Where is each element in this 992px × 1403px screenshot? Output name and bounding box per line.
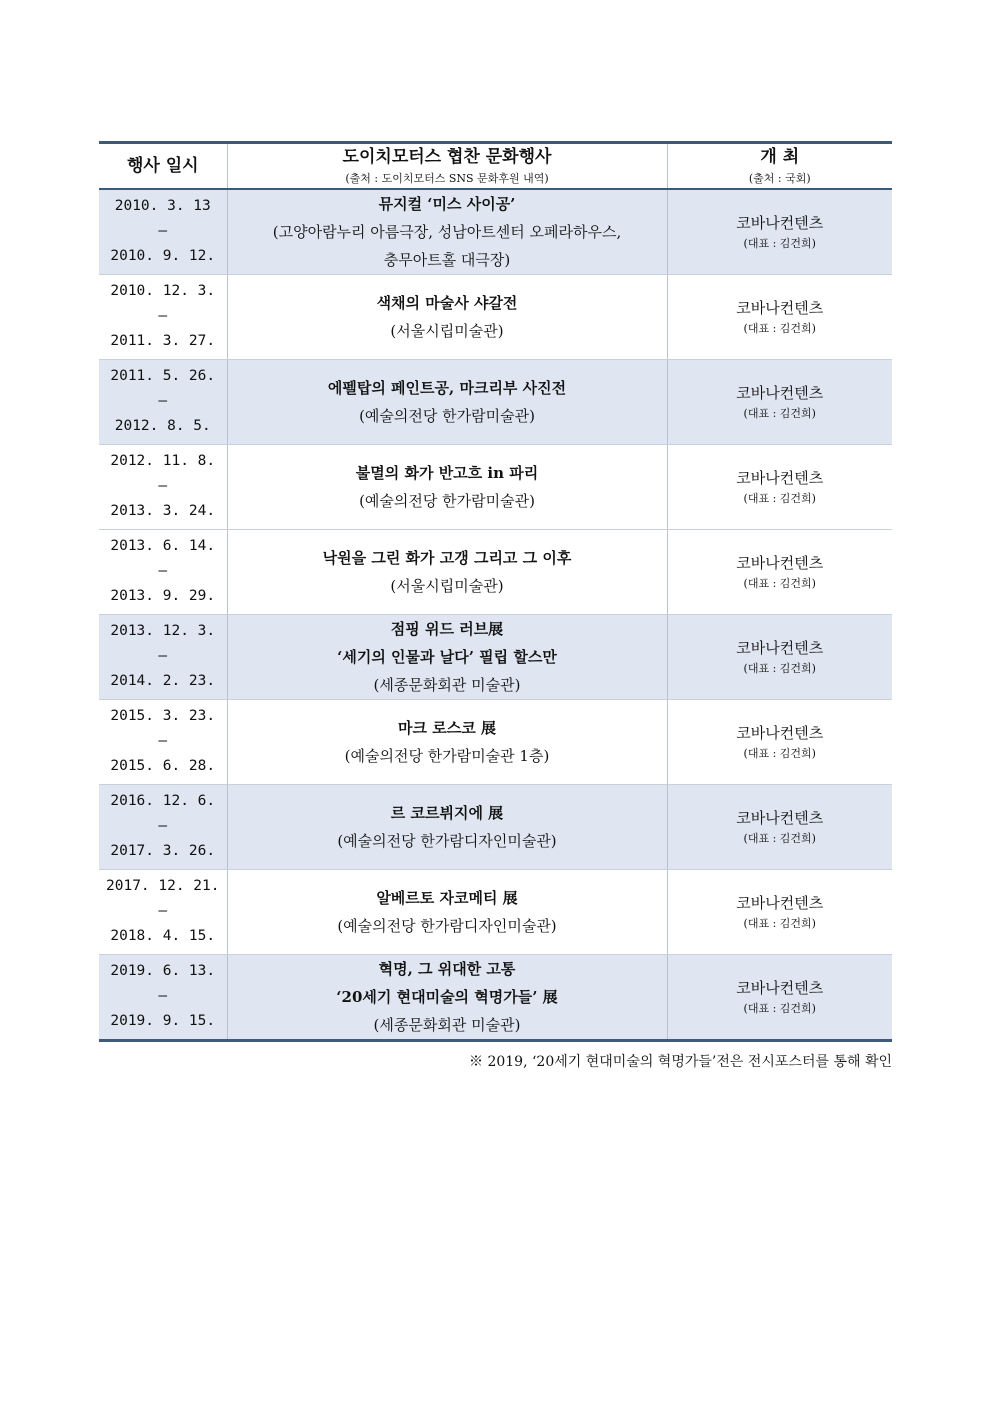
host-name: 코바나컨텐츠 [736, 978, 824, 997]
date-start: 2011. 5. 26. [110, 368, 216, 384]
event-title: 에펠탑의 페인트공, 마크리부 사진전 [327, 378, 567, 397]
event-title: 점핑 위드 러브展 [390, 619, 504, 638]
date-separator: – [158, 393, 168, 409]
host-name: 코바나컨텐츠 [736, 723, 824, 742]
date-end: 2014. 2. 23. [110, 673, 216, 689]
date-cell [99, 529, 227, 614]
event-title: 르 코르뷔지에 展 [390, 803, 504, 822]
date-end: 2011. 3. 27. [110, 333, 216, 349]
date-start: 2013. 6. 14. [110, 538, 216, 554]
date-cell [99, 444, 227, 529]
event-title: 불멸의 화가 반고흐 in 파리 [355, 463, 539, 482]
event-venue: (고양아람누리 아름극장, 성남아트센터 오페라하우스, [272, 222, 622, 241]
footnote: ※ 2019, ‘20세기 현대미술의 혁명가들’전은 전시포스터를 통해 확인 [469, 1054, 892, 1070]
table-header-row [99, 143, 892, 189]
host-name: 코바나컨텐츠 [736, 553, 824, 572]
date-start: 2012. 11. 8. [110, 453, 216, 469]
event-title: 낙원을 그린 화가 고갱 그리고 그 이후 [322, 548, 572, 567]
event-cell [227, 359, 667, 444]
host-representative: (대표 : 김건희) [743, 746, 816, 760]
event-title: ‘20세기 현대미술의 혁명가들’ 展 [336, 987, 558, 1006]
host-representative: (대표 : 김건희) [743, 321, 816, 335]
event-venue: (서울시립미술관) [390, 576, 504, 595]
event-venue: (서울시립미술관) [390, 321, 504, 340]
host-representative: (대표 : 김건희) [743, 491, 816, 505]
table-row [99, 189, 892, 275]
date-cell [99, 954, 227, 1040]
date-start: 2015. 3. 23. [110, 708, 216, 724]
host-name: 코바나컨텐츠 [736, 383, 824, 402]
event-cell [227, 444, 667, 529]
header-event [227, 143, 667, 189]
header-event-source: (출처 : 도이치모터스 SNS 문화후원 내역) [345, 171, 549, 185]
date-start: 2016. 12. 6. [110, 793, 216, 809]
date-end: 2013. 9. 29. [110, 588, 216, 604]
host-cell [667, 189, 892, 275]
date-separator: – [158, 818, 168, 834]
event-title: 색채의 마술사 샤갈전 [376, 293, 518, 312]
event-venue: (예술의전당 한가람미술관) [359, 406, 535, 425]
host-name: 코바나컨텐츠 [736, 808, 824, 827]
host-representative: (대표 : 김건희) [743, 916, 816, 930]
host-name: 코바나컨텐츠 [736, 893, 824, 912]
date-end: 2010. 9. 12. [110, 248, 216, 264]
date-separator: – [158, 563, 168, 579]
date-end: 2018. 4. 15. [110, 928, 216, 944]
event-cell [227, 869, 667, 954]
host-name: 코바나컨텐츠 [736, 468, 824, 487]
event-cell [227, 784, 667, 869]
date-start: 2010. 12. 3. [110, 283, 216, 299]
date-end: 2019. 9. 15. [110, 1013, 216, 1029]
table-row [99, 614, 892, 699]
date-cell [99, 614, 227, 699]
table-row [99, 444, 892, 529]
date-cell [99, 784, 227, 869]
event-cell [227, 189, 667, 275]
header-date-label: 행사 일시 [126, 155, 199, 176]
host-cell [667, 359, 892, 444]
events-table [99, 141, 892, 1042]
event-venue: (세종문화회관 미술관) [373, 1015, 521, 1034]
date-cell [99, 359, 227, 444]
host-cell [667, 444, 892, 529]
date-separator: – [158, 988, 168, 1004]
date-separator: – [158, 733, 168, 749]
host-name: 코바나컨텐츠 [736, 213, 824, 232]
host-representative: (대표 : 김건희) [743, 406, 816, 420]
header-event-label: 도이치모터스 협찬 문화행사 [342, 146, 552, 167]
event-title: ‘세기의 인물과 날다’ 필립 할스만 [337, 647, 557, 666]
host-representative: (대표 : 김건희) [743, 1001, 816, 1015]
date-separator: – [158, 308, 168, 324]
host-name: 코바나컨텐츠 [736, 298, 824, 317]
event-cell [227, 954, 667, 1040]
event-venue: (예술의전당 한가람디자인미술관) [337, 916, 557, 935]
date-end: 2013. 3. 24. [110, 503, 216, 519]
host-cell [667, 869, 892, 954]
host-cell [667, 784, 892, 869]
date-end: 2012. 8. 5. [114, 418, 211, 434]
host-representative: (대표 : 김건희) [743, 831, 816, 845]
event-venue: (예술의전당 한가람미술관 1층) [344, 746, 550, 765]
host-representative: (대표 : 김건희) [743, 236, 816, 250]
table-row [99, 699, 892, 784]
header-date [99, 143, 227, 189]
header-host [667, 143, 892, 189]
table-row [99, 529, 892, 614]
date-start: 2017. 12. 21. [106, 878, 220, 894]
header-host-label: 개 최 [760, 146, 800, 167]
date-cell [99, 274, 227, 359]
event-venue: (예술의전당 한가람디자인미술관) [337, 831, 557, 850]
event-title: 뮤지컬 ‘미스 사이공’ [378, 194, 516, 213]
event-cell [227, 529, 667, 614]
date-cell [99, 189, 227, 275]
date-separator: – [158, 478, 168, 494]
host-representative: (대표 : 김건희) [743, 576, 816, 590]
date-separator: – [158, 648, 168, 664]
table-row [99, 784, 892, 869]
event-venue: (세종문화회관 미술관) [373, 675, 521, 694]
table-row [99, 274, 892, 359]
host-cell [667, 614, 892, 699]
event-title: 혁명, 그 위대한 고통 [378, 959, 516, 978]
event-cell [227, 274, 667, 359]
date-start: 2010. 3. 13 [114, 198, 211, 214]
host-cell [667, 954, 892, 1040]
event-venue: (예술의전당 한가람미술관) [359, 491, 535, 510]
host-name: 코바나컨텐츠 [736, 638, 824, 657]
date-cell [99, 869, 227, 954]
date-end: 2015. 6. 28. [110, 758, 216, 774]
host-cell [667, 529, 892, 614]
date-cell [99, 699, 227, 784]
header-host-source: (출처 : 국회) [748, 171, 811, 185]
host-representative: (대표 : 김건희) [743, 661, 816, 675]
event-title: 알베르토 자코메티 展 [376, 888, 518, 907]
date-separator: – [158, 903, 168, 919]
event-title: 마크 로스코 展 [398, 718, 496, 737]
event-cell [227, 699, 667, 784]
host-cell [667, 274, 892, 359]
event-venue: 충무아트홀 대극장) [383, 250, 511, 269]
table-row [99, 954, 892, 1040]
date-start: 2019. 6. 13. [110, 963, 216, 979]
date-start: 2013. 12. 3. [110, 623, 216, 639]
table-body [99, 189, 892, 1041]
date-separator: – [158, 223, 168, 239]
table-row [99, 869, 892, 954]
host-cell [667, 699, 892, 784]
event-cell [227, 614, 667, 699]
table-row [99, 359, 892, 444]
date-end: 2017. 3. 26. [110, 843, 216, 859]
